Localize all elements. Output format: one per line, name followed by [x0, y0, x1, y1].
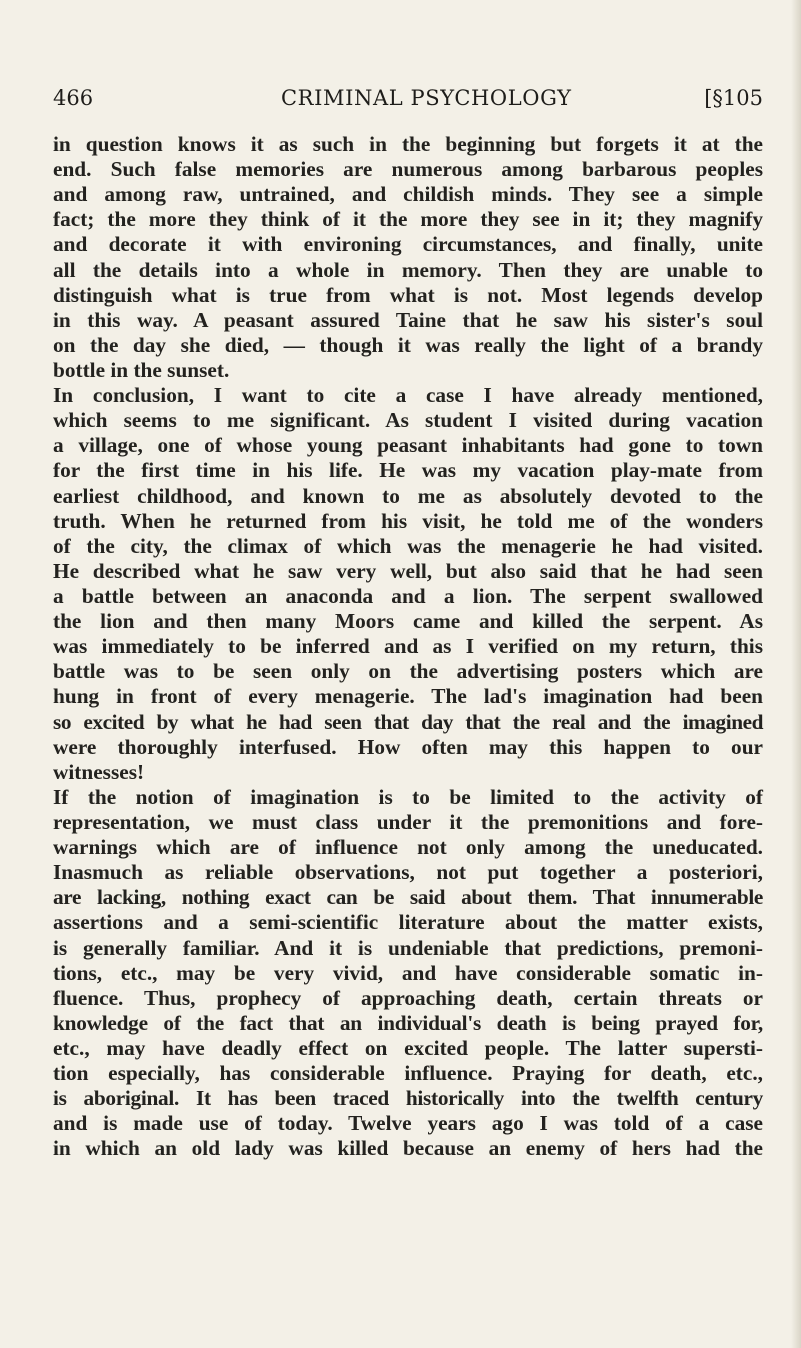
- text-line: assertions and a semi-scientific literature about the matter exists,: [53, 910, 763, 935]
- section-reference: [§105: [704, 86, 763, 110]
- text-line: in question knows it as such in the beginning but forgets it at the: [53, 132, 763, 156]
- text-line: He described what he saw very well, but also said that he had seen: [53, 558, 763, 583]
- running-header: [53, 86, 763, 118]
- text-line: a village, one of whose young peasant inhabitants had gone to town: [53, 433, 763, 458]
- running-title: CRIMINAL PSYCHOLOGY: [281, 86, 572, 110]
- text-line: bottle in the sunset.: [53, 357, 230, 382]
- text-line: in this way. A peasant assured Taine that he saw his sister's soul: [53, 307, 763, 332]
- text-line: warnings which are of influence not only among the uneducated.: [53, 835, 763, 860]
- text-line: for the first time in his life. He was my vacation play-mate from: [53, 458, 763, 483]
- text-line: battle was to be seen only on the advertising posters which are: [53, 659, 763, 684]
- text-line: and is made use of today. Twelve years ago I was told of a case: [53, 1111, 763, 1136]
- text-line: If the notion of imagination is to be limited to the activity of: [53, 784, 763, 809]
- text-line: so excited by what he had seen that day that the real and the imagined: [53, 709, 763, 734]
- text-line: earliest childhood, and known to me as absolutely devoted to the: [53, 483, 763, 508]
- page-edge-shadow: [791, 0, 801, 1348]
- body-text: [53, 132, 763, 1161]
- text-line: all the details into a whole in memory. Then they are unable to: [53, 257, 763, 282]
- text-line: were thoroughly interfused. How often may this happen to our: [53, 734, 763, 759]
- text-line: which seems to me significant. As student I visited during vacation: [53, 408, 763, 433]
- text-line: and among raw, untrained, and childish minds. They see a simple: [53, 182, 763, 207]
- text-line: is aboriginal. It has been traced historically into the twelfth century: [53, 1086, 763, 1111]
- text-line: of the city, the climax of which was the menagerie he had visited.: [53, 533, 763, 558]
- text-line: is generally familiar. And it is undeniable that predictions, premoni-: [53, 935, 763, 960]
- text-line: distinguish what is true from what is not. Most legends develop: [53, 282, 763, 307]
- text-line: the lion and then many Moors came and killed the serpent. As: [53, 609, 763, 634]
- text-line: fluence. Thus, prophecy of approaching death, certain threats or: [53, 985, 763, 1010]
- text-line: tion especially, has considerable influence. Praying for death, etc.,: [53, 1061, 763, 1086]
- text-line: knowledge of the fact that an individual's death is being prayed for,: [53, 1010, 763, 1035]
- text-line: truth. When he returned from his visit, he told me of the wonders: [53, 508, 763, 533]
- page-number: 466: [53, 86, 94, 110]
- text-line: etc., may have deadly effect on excited people. The latter supersti-: [53, 1035, 763, 1060]
- text-line: tions, etc., may be very vivid, and have considerable somatic in-: [53, 960, 763, 985]
- text-line: Inasmuch as reliable observations, not put together a posteriori,: [53, 860, 763, 885]
- text-line: end. Such false memories are numerous among barbarous peoples: [53, 157, 763, 182]
- text-line: witnesses!: [53, 759, 145, 784]
- text-line: hung in front of every menagerie. The lad's imagination had been: [53, 684, 763, 709]
- text-line: in which an old lady was killed because an enemy of hers had the: [53, 1136, 763, 1161]
- text-line: In conclusion, I want to cite a case I have already mentioned,: [53, 383, 763, 408]
- text-line: a battle between an anaconda and a lion. The serpent swallowed: [53, 583, 763, 608]
- text-line: are lacking, nothing exact can be said about them. That innumerable: [53, 885, 763, 910]
- text-line: fact; the more they think of it the more they see in it; they magnify: [53, 207, 763, 232]
- text-line: on the day she died, — though it was really the light of a brandy: [53, 332, 763, 357]
- text-line: was immediately to be inferred and as I verified on my return, this: [53, 634, 763, 659]
- text-line: representation, we must class under it the premonitions and fore-: [53, 809, 763, 834]
- text-line: and decorate it with environing circumstances, and finally, unite: [53, 232, 763, 257]
